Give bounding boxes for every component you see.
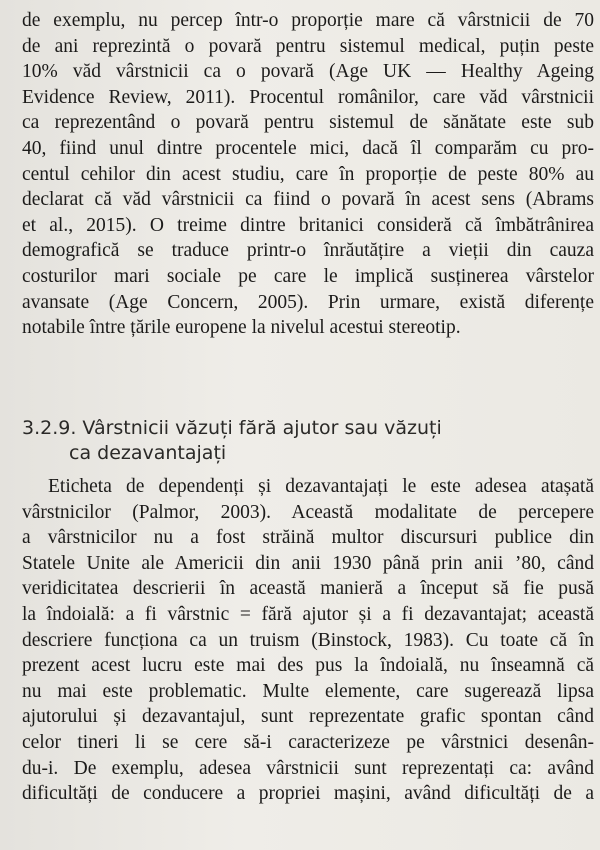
text-line: de exemplu, nu percep într-o proporție mare că vârstnicii de 70 (22, 10, 594, 31)
section-heading-line: 3.2.9. Vârstnicii văzuți fără ajutor sau văzuți (22, 416, 442, 439)
text-line: ajutorului și dezavantajul, sunt reprezentate grafic spontan când (22, 706, 594, 728)
text-line: la îndoială: a fi vârstnic = fără ajutor și a fi dezavantajat; această (22, 603, 594, 625)
text-line: a vârstnicilor nu a fost străină multor discursuri publice din (22, 527, 594, 549)
text-line: prezent acest lucru este mai des pus la îndoială, nu înseamnă că (22, 655, 594, 677)
section-heading (22, 416, 582, 466)
paragraph-dependency-label (22, 474, 594, 807)
text-line: 40, fiind unul dintre procentele mici, dacă îl comparăm cu pro- (22, 137, 594, 159)
text-line: veridicitatea descrierii în această manieră a început să fie pusă (22, 578, 594, 600)
text-line: et al., 2015). O treime dintre britanici consideră că îmbătrânirea (22, 214, 594, 236)
text-line: nu mai este problematic. Multe elemente, care sugerează lipsa (22, 680, 594, 702)
section-heading-line: ca dezavantajați (69, 441, 227, 464)
text-line: notabile între țările europene la nivelul acestui stereotip. (22, 317, 461, 339)
text-line: costurilor mari sociale pe care le implică susținerea vârstelor (22, 265, 594, 287)
text-line: 10% văd vârstnicii ca o povară (Age UK — Healthy Ageing (22, 61, 594, 83)
text-line: de ani reprezintă o povară pentru sistemul medical, puțin peste (22, 35, 594, 57)
text-line: descriere funcționa ca un truism (Binstock, 1983). Cu toate că în (22, 629, 594, 651)
text-line: Eticheta de dependenți și dezavantajați le este adesea atașată (48, 476, 594, 497)
text-line: dificultăți de conducere a propriei mașini, având dificultăți de a (22, 783, 594, 805)
text-line: Evidence Review, 2011). Procentul românilor, care văd vârstnicii (22, 86, 594, 108)
text-line: ca reprezentând o povară pentru sistemul de sănătate este sub (22, 112, 594, 134)
text-line: centul cehilor din acest studiu, care în proporție de peste 80% au (22, 163, 594, 185)
text-line: du-i. De exemplu, adesea vârstnicii sunt reprezentați ca: având (22, 757, 594, 779)
paragraph-stereotype-burden (22, 8, 594, 341)
text-line: Statele Unite ale Americii din anii 1930 până prin anii ’80, când (22, 552, 594, 574)
text-line: demografică se traduce printr-o înrăutățire a vieții din cauza (22, 240, 594, 262)
text-line: declarat că văd vârstnicii ca fiind o povară în acest sens (Abrams (22, 189, 594, 211)
text-line: celor tineri li se cere să-i caracterizeze pe vârstnici desenân- (22, 731, 594, 753)
text-line: vârstnicilor (Palmor, 2003). Această modalitate de percepere (22, 501, 594, 523)
text-line: avansate (Age Concern, 2005). Prin urmare, există diferențe (22, 291, 594, 313)
